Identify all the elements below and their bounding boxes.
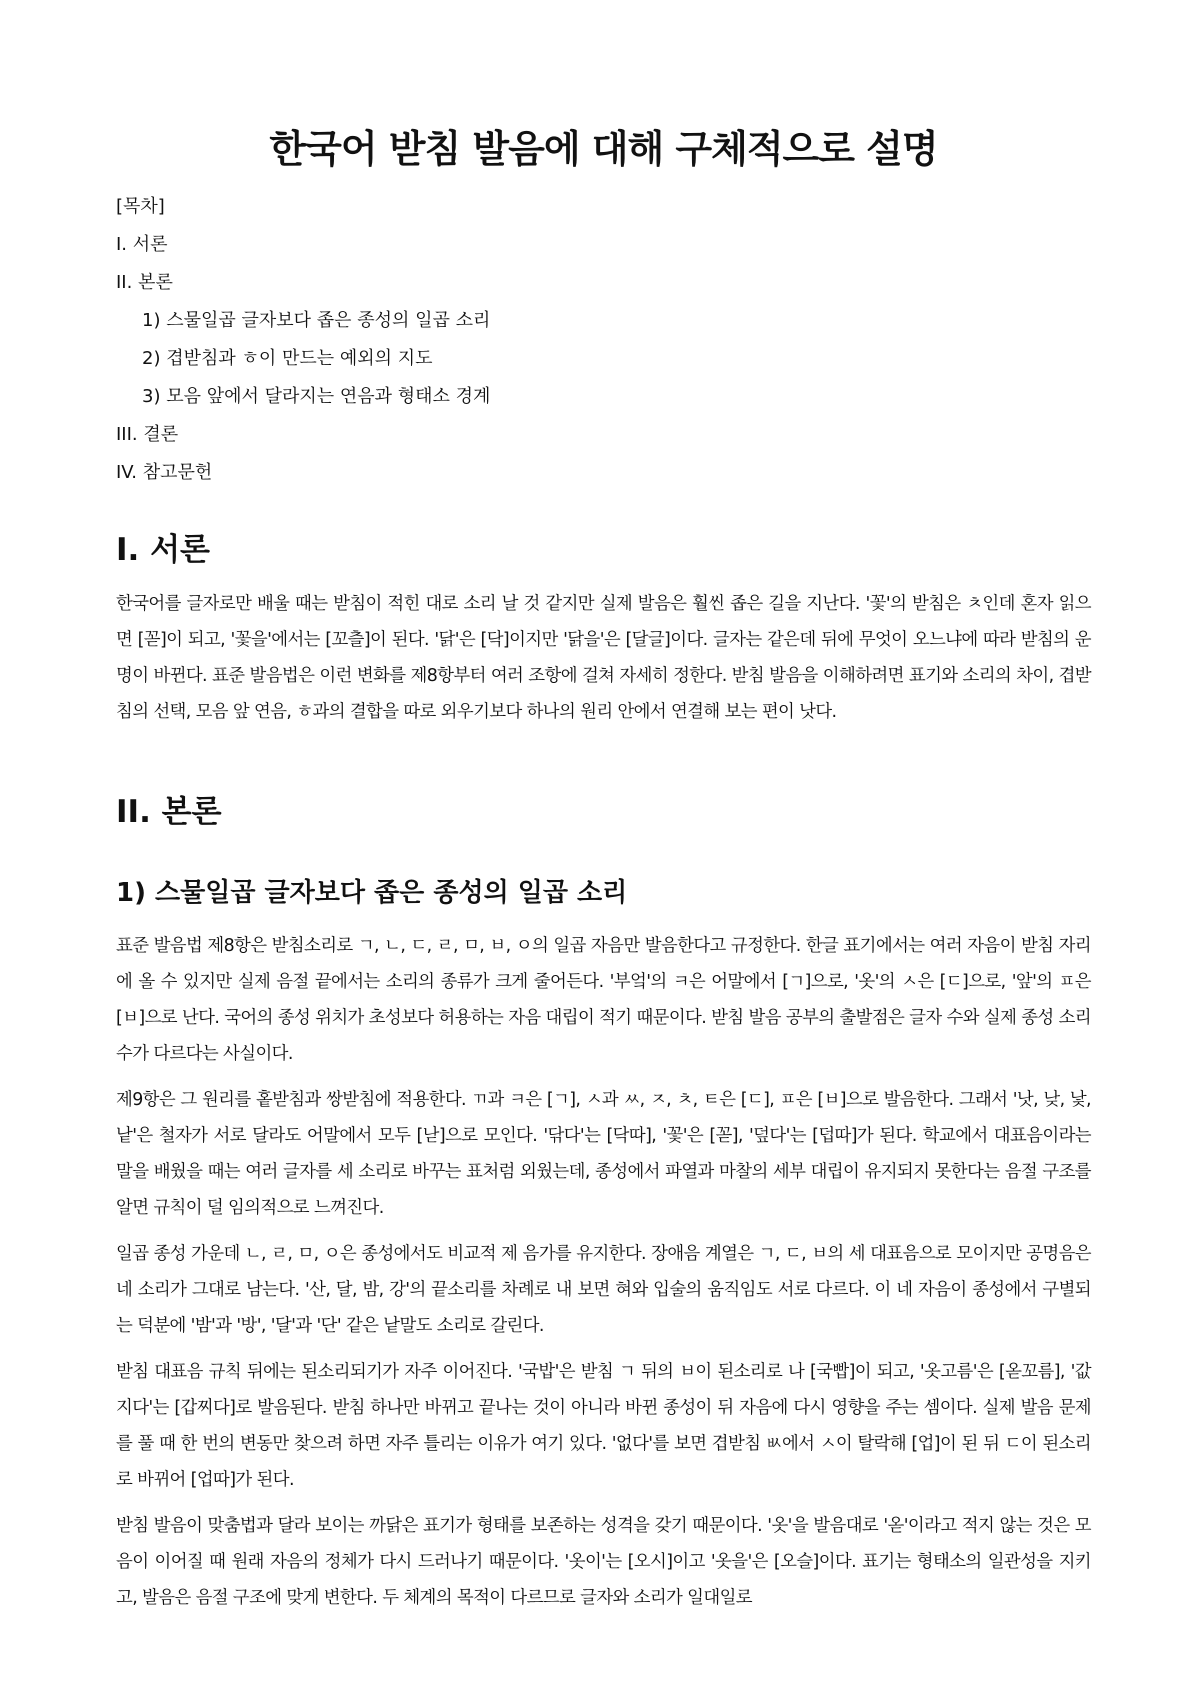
document-title: 한국어 받침 발음에 대해 구체적으로 설명 xyxy=(269,127,938,171)
toc-heading: [목차] xyxy=(116,196,165,217)
intro-paragraph: 한국어를 글자로만 배울 때는 받침이 적힌 대로 소리 날 것 같지만 실제 발음은 훨씬 좁은 길을 지난다. '꽃'의 받침은 ㅊ인데 혼자 읽으면 [꼳]이 되고, '꽃을'에서는 [꼬츨]이 된다. '닭'은 [닥]이지만 '닭을'은 [달글]이다. 글자는 같은데 뒤에 무엇이 오느냐에 따라 받침의 운명이 바뀐다. 표준 발음법은 이런 변화를 제8항부터 여러 조항에 걸쳐 자세히 정한다. 받침 발음을 이해하려면 표기와 소리의 차이, 겹받침의 선택, 모음 앞 연음, ㅎ과의 결합을 따로 외우기보다 하나의 원리 안에서 연결해 보는 편이 낫다. xyxy=(116,594,1091,722)
toc-item-body-1: 1) 스물일곱 글자보다 좁은 종성의 일곱 소리 xyxy=(142,310,491,331)
toc-item-body-2: 2) 겹받침과 ㅎ이 만드는 예외의 지도 xyxy=(142,348,433,369)
section-heading-intro: I. 서론 xyxy=(116,532,210,568)
body-paragraph-4: 받침 대표음 규칙 뒤에는 된소리되기가 자주 이어진다. '국밥'은 받침 ㄱ 뒤의 ㅂ이 된소리로 나 [국빱]이 되고, '옷고름'은 [옫꼬름], '값지다'는 [갑찌다]로 발음된다. 받침 하나만 바뀌고 끝나는 것이 아니라 바뀐 종성이 뒤 자음에 다시 영향을 주는 셈이다. 실제 발음 문제를 풀 때 한 번의 변동만 찾으려 하면 자주 틀리는 이유가 여기 있다. '없다'를 보면 겹받침 ㅄ에서 ㅅ이 탈락해 [업]이 된 뒤 ㄷ이 된소리로 바뀌어 [업따]가 된다. xyxy=(116,1362,1091,1490)
toc-item-conclusion: III. 결론 xyxy=(116,424,179,445)
body-paragraph-3: 일곱 종성 가운데 ㄴ, ㄹ, ㅁ, ㅇ은 종성에서도 비교적 제 음가를 유지한다. 장애음 계열은 ㄱ, ㄷ, ㅂ의 세 대표음으로 모이지만 공명음은 네 소리가 그대로 남는다. '산, 달, 밤, 강'의 끝소리를 차례로 내 보면 혀와 입술의 움직임도 서로 다르다. 이 네 자음이 종성에서 구별되는 덕분에 '밤'과 '방', '달'과 '단' 같은 낱말도 소리로 갈린다. xyxy=(116,1244,1091,1336)
toc-item-intro: I. 서론 xyxy=(116,234,168,255)
toc-item-body: II. 본론 xyxy=(116,272,173,293)
table-of-contents xyxy=(116,188,1091,492)
body-paragraph-2: 제9항은 그 원리를 홑받침과 쌍받침에 적용한다. ㄲ과 ㅋ은 [ㄱ], ㅅ과 ㅆ, ㅈ, ㅊ, ㅌ은 [ㄷ], ㅍ은 [ㅂ]으로 발음한다. 그래서 '낫, 낮, 낯, 낱'은 철자가 서로 달라도 어말에서 모두 [낟]으로 모인다. '닦다'는 [닥따], '꽃'은 [꼳], '덮다'는 [덥따]가 된다. 학교에서 대표음이라는 말을 배웠을 때는 여러 글자를 세 소리로 바꾸는 표처럼 외웠는데, 종성에서 파열과 마찰의 세부 대립이 유지되지 못한다는 음절 구조를 알면 규칙이 덜 임의적으로 느껴진다. xyxy=(116,1090,1091,1218)
toc-item-references: IV. 참고문헌 xyxy=(116,462,213,483)
subsection-heading-1: 1) 스물일곱 글자보다 좁은 종성의 일곱 소리 xyxy=(116,878,628,908)
body-paragraph-5: 받침 발음이 맞춤법과 달라 보이는 까닭은 표기가 형태를 보존하는 성격을 갖기 때문이다. '옷'을 발음대로 '옫'이라고 적지 않는 것은 모음이 이어질 때 원래 자음의 정체가 다시 드러나기 때문이다. '옷이'는 [오시]이고 '옷을'은 [오슬]이다. 표기는 형태소의 일관성을 지키고, 발음은 음절 구조에 맞게 변한다. 두 체계의 목적이 다르므로 글자와 소리가 일대일로 xyxy=(116,1516,1091,1608)
toc-item-body-3: 3) 모음 앞에서 달라지는 연음과 형태소 경계 xyxy=(142,386,491,407)
section-heading-body: II. 본론 xyxy=(116,794,222,830)
body-paragraph-1: 표준 발음법 제8항은 받침소리로 ㄱ, ㄴ, ㄷ, ㄹ, ㅁ, ㅂ, ㅇ의 일곱 자음만 발음한다고 규정한다. 한글 표기에서는 여러 자음이 받침 자리에 올 수 있지만 실제 음절 끝에서는 소리의 종류가 크게 줄어든다. '부엌'의 ㅋ은 어말에서 [ㄱ]으로, '옷'의 ㅅ은 [ㄷ]으로, '앞'의 ㅍ은 [ㅂ]으로 난다. 국어의 종성 위치가 초성보다 허용하는 자음 대립이 적기 때문이다. 받침 발음 공부의 출발점은 글자 수와 실제 종성 소리 수가 다르다는 사실이다. xyxy=(116,936,1091,1064)
